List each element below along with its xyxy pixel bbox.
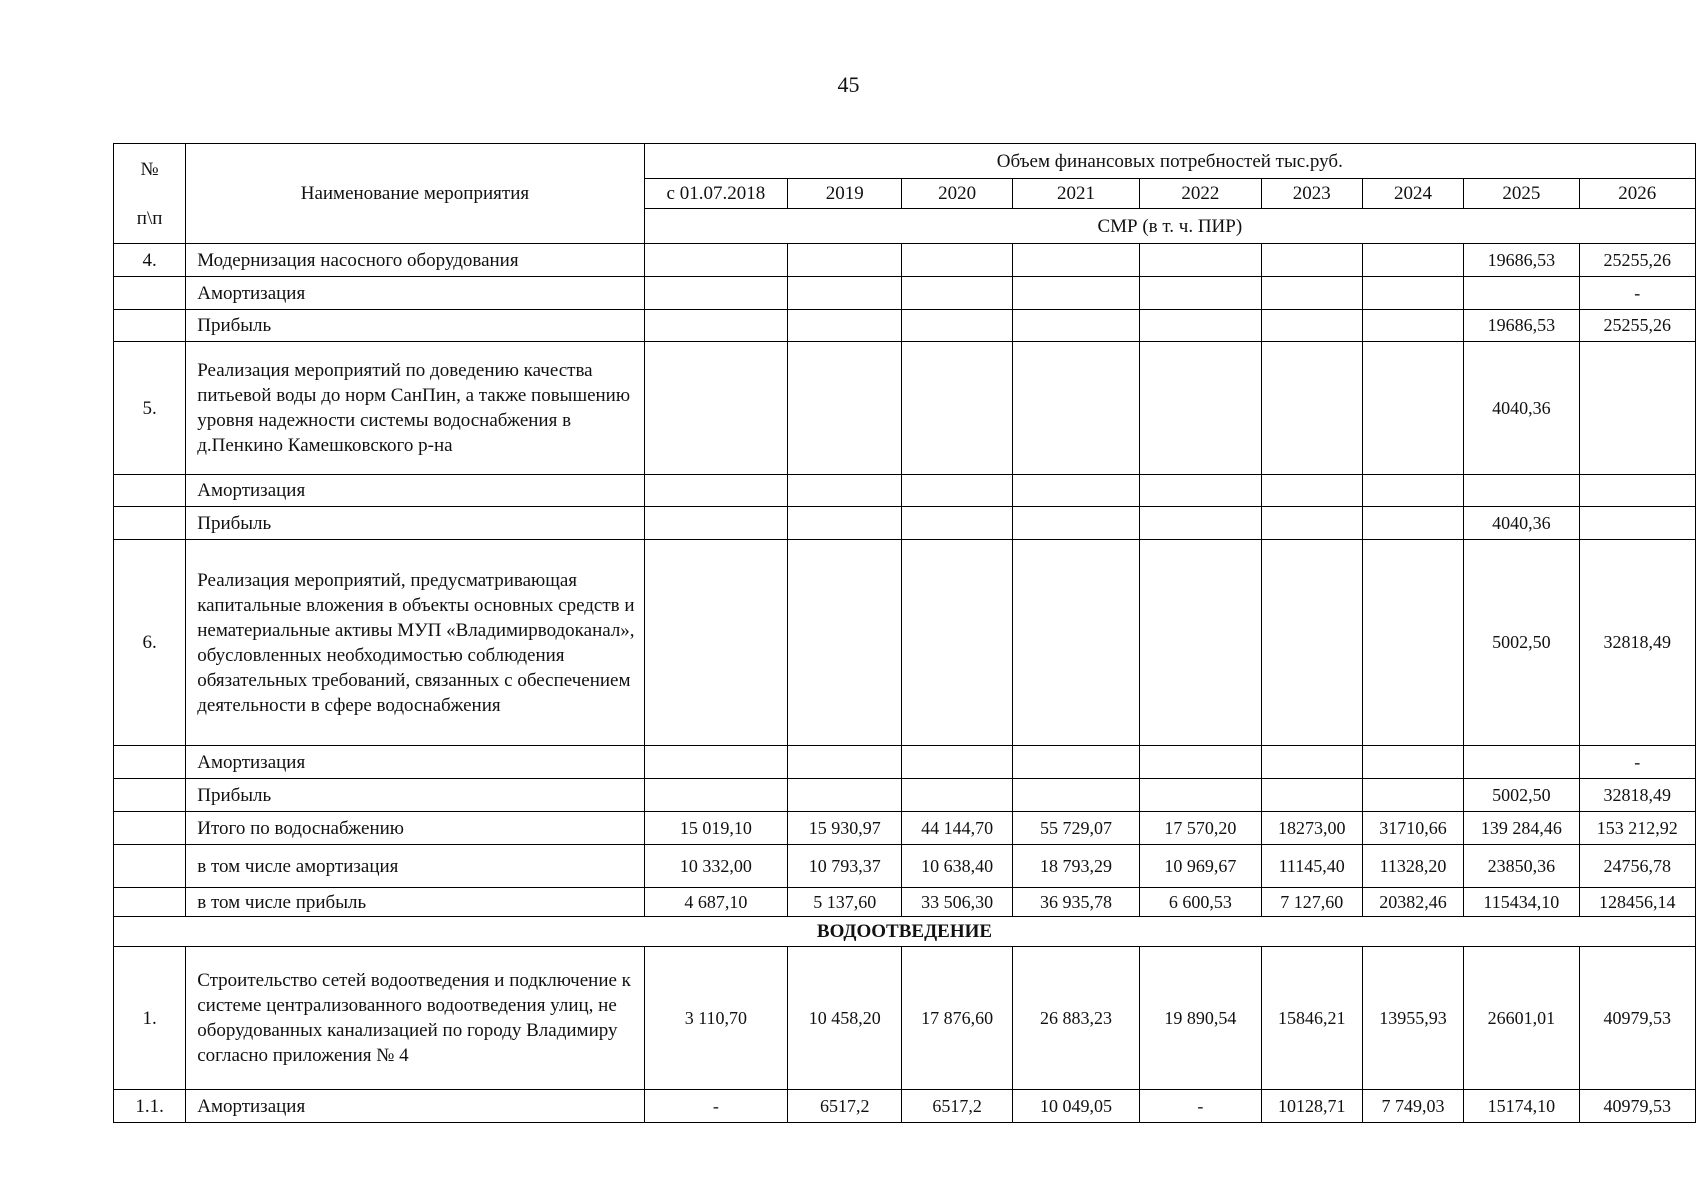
year-header: 2023	[1261, 179, 1362, 209]
measure-name: Модернизация насосного оборудования	[186, 244, 644, 277]
col-number-line1: №	[140, 158, 159, 180]
row-number: 6.	[114, 540, 186, 746]
value-cell	[1261, 475, 1362, 507]
value-cell: 11145,40	[1261, 845, 1362, 888]
value-cell	[1012, 779, 1139, 812]
value-cell	[1012, 310, 1139, 342]
value-cell	[1012, 507, 1139, 540]
value-cell	[644, 507, 787, 540]
measure-name: Прибыль	[186, 779, 644, 812]
table-row	[114, 779, 1696, 812]
year-header: 2020	[902, 179, 1012, 209]
value-cell	[644, 244, 787, 277]
value-cell: 4040,36	[1464, 507, 1579, 540]
value-cell	[902, 342, 1012, 475]
value-cell	[1140, 507, 1261, 540]
table-row	[114, 507, 1696, 540]
value-cell: -	[1579, 746, 1695, 779]
row-number	[114, 475, 186, 507]
table-row	[114, 888, 1696, 917]
value-cell	[788, 277, 902, 310]
table-row	[114, 310, 1696, 342]
value-cell: 44 144,70	[902, 812, 1012, 845]
value-cell: 25255,26	[1579, 244, 1695, 277]
year-header: 2021	[1012, 179, 1139, 209]
value-cell	[788, 310, 902, 342]
value-cell: 17 570,20	[1140, 812, 1261, 845]
value-cell: 15 019,10	[644, 812, 787, 845]
measure-name: в том числе амортизация	[186, 845, 644, 888]
value-cell: 32818,49	[1579, 779, 1695, 812]
value-cell	[902, 507, 1012, 540]
smr-subheader: СМР (в т. ч. ПИР)	[644, 209, 1695, 244]
value-cell	[788, 779, 902, 812]
measure-name: Реализация мероприятий, предусматривающая капитальные вложения в объекты основных средств и нематериальные активы МУП «Владимирводоканал», обусловленных необходимостью соблюдения обязательных требований, связанных с обеспечением деятельности в сфере водоснабжения	[186, 540, 644, 746]
value-cell	[1261, 746, 1362, 779]
row-number: 1.	[114, 947, 186, 1090]
header-row-1	[114, 144, 1696, 179]
value-cell	[1140, 540, 1261, 746]
value-cell	[788, 746, 902, 779]
value-cell: 10 638,40	[902, 845, 1012, 888]
value-cell: 10128,71	[1261, 1090, 1362, 1123]
row-number	[114, 746, 186, 779]
row-number	[114, 779, 186, 812]
row-number	[114, 845, 186, 888]
value-cell	[1012, 540, 1139, 746]
value-cell	[1362, 779, 1463, 812]
value-cell	[1362, 540, 1463, 746]
value-cell	[788, 540, 902, 746]
value-cell: 10 049,05	[1012, 1090, 1139, 1123]
value-cell	[1012, 277, 1139, 310]
table-row	[114, 540, 1696, 746]
year-header: 2019	[788, 179, 902, 209]
value-cell: 6 600,53	[1140, 888, 1261, 917]
value-cell: -	[1140, 1090, 1261, 1123]
value-cell: 153 212,92	[1579, 812, 1695, 845]
value-cell	[1362, 475, 1463, 507]
page-number: 45	[837, 72, 860, 97]
value-cell: 55 729,07	[1012, 812, 1139, 845]
value-cell: 18273,00	[1261, 812, 1362, 845]
table-row	[114, 475, 1696, 507]
value-cell: 11328,20	[1362, 845, 1463, 888]
col-name-header: Наименование мероприятия	[186, 144, 644, 244]
value-cell	[1012, 746, 1139, 779]
table-row	[114, 845, 1696, 888]
value-cell	[644, 746, 787, 779]
value-cell: 40979,53	[1579, 1090, 1695, 1123]
value-cell: 7 749,03	[1362, 1090, 1463, 1123]
value-cell: 5 137,60	[788, 888, 902, 917]
value-cell	[1261, 342, 1362, 475]
value-cell: 17 876,60	[902, 947, 1012, 1090]
value-cell: 20382,46	[1362, 888, 1463, 917]
value-cell	[644, 277, 787, 310]
value-cell: 40979,53	[1579, 947, 1695, 1090]
measure-name: Прибыль	[186, 507, 644, 540]
value-cell	[1261, 244, 1362, 277]
value-cell	[1362, 244, 1463, 277]
value-cell	[644, 310, 787, 342]
col-number-line2: п\п	[136, 207, 163, 229]
value-cell	[1579, 342, 1695, 475]
measure-name: Реализация мероприятий по доведению качества питьевой воды до норм СанПин, а также повышению уровня надежности системы водоснабжения в д.Пенкино Камешковского р-на	[186, 342, 644, 475]
year-header: 2022	[1140, 179, 1261, 209]
value-cell	[1362, 507, 1463, 540]
row-number	[114, 310, 186, 342]
value-cell	[1362, 310, 1463, 342]
year-header: 2024	[1362, 179, 1463, 209]
value-cell: 25255,26	[1579, 310, 1695, 342]
financial-needs-table	[113, 143, 1696, 1123]
value-cell: 15174,10	[1464, 1090, 1579, 1123]
value-cell	[1579, 507, 1695, 540]
value-cell: 139 284,46	[1464, 812, 1579, 845]
value-cell: 5002,50	[1464, 779, 1579, 812]
table-row	[114, 244, 1696, 277]
table-row	[114, 277, 1696, 310]
value-cell: 32818,49	[1579, 540, 1695, 746]
value-cell	[1140, 746, 1261, 779]
value-cell	[644, 779, 787, 812]
value-cell	[1261, 779, 1362, 812]
value-cell	[1012, 475, 1139, 507]
table-row	[114, 342, 1696, 475]
value-cell	[1464, 746, 1579, 779]
value-cell	[902, 746, 1012, 779]
value-cell	[902, 779, 1012, 812]
value-cell: 10 332,00	[644, 845, 787, 888]
value-cell: 3 110,70	[644, 947, 787, 1090]
value-cell	[902, 475, 1012, 507]
value-cell	[1261, 507, 1362, 540]
value-cell: 4 687,10	[644, 888, 787, 917]
section-row	[114, 917, 1696, 947]
value-cell	[788, 342, 902, 475]
value-cell: 115434,10	[1464, 888, 1579, 917]
value-cell: 15846,21	[1261, 947, 1362, 1090]
value-cell	[788, 507, 902, 540]
value-cell: 19686,53	[1464, 244, 1579, 277]
row-number: 1.1.	[114, 1090, 186, 1123]
value-cell	[902, 310, 1012, 342]
value-cell	[902, 244, 1012, 277]
year-header: 2026	[1579, 179, 1695, 209]
row-number: 5.	[114, 342, 186, 475]
row-number: 4.	[114, 244, 186, 277]
value-cell: 18 793,29	[1012, 845, 1139, 888]
value-cell: 19 890,54	[1140, 947, 1261, 1090]
value-cell: -	[1579, 277, 1695, 310]
value-cell	[644, 540, 787, 746]
value-cell: 13955,93	[1362, 947, 1463, 1090]
measure-name: Амортизация	[186, 475, 644, 507]
value-cell	[1362, 277, 1463, 310]
value-cell	[1140, 310, 1261, 342]
measure-name: в том числе прибыль	[186, 888, 644, 917]
value-cell	[788, 244, 902, 277]
table-row	[114, 947, 1696, 1090]
col-number-header	[114, 144, 186, 244]
value-cell: 31710,66	[1362, 812, 1463, 845]
section-title: ВОДООТВЕДЕНИЕ	[114, 917, 1696, 947]
value-cell	[1464, 475, 1579, 507]
value-cell	[1464, 277, 1579, 310]
value-cell	[1140, 244, 1261, 277]
year-header: 2025	[1464, 179, 1579, 209]
financial-volume-header: Объем финансовых потребностей тыс.руб.	[644, 144, 1695, 179]
table-row	[114, 1090, 1696, 1123]
value-cell: 23850,36	[1464, 845, 1579, 888]
value-cell	[788, 475, 902, 507]
measure-name: Строительство сетей водоотведения и подключение к системе централизованного водоотведения улиц, не оборудованных канализацией по городу Владимиру согласно приложения № 4	[186, 947, 644, 1090]
value-cell	[1140, 342, 1261, 475]
value-cell: 7 127,60	[1261, 888, 1362, 917]
table-row	[114, 746, 1696, 779]
measure-name: Амортизация	[186, 746, 644, 779]
value-cell	[1140, 779, 1261, 812]
value-cell: 5002,50	[1464, 540, 1579, 746]
year-header: с 01.07.2018	[644, 179, 787, 209]
value-cell	[644, 342, 787, 475]
value-cell	[1579, 475, 1695, 507]
value-cell	[644, 475, 787, 507]
value-cell: 10 793,37	[788, 845, 902, 888]
value-cell: 33 506,30	[902, 888, 1012, 917]
value-cell: 36 935,78	[1012, 888, 1139, 917]
value-cell: 24756,78	[1579, 845, 1695, 888]
measure-name: Итого по водоснабжению	[186, 812, 644, 845]
row-number	[114, 507, 186, 540]
value-cell: 6517,2	[788, 1090, 902, 1123]
value-cell: 4040,36	[1464, 342, 1579, 475]
value-cell	[1012, 244, 1139, 277]
value-cell	[902, 277, 1012, 310]
value-cell: 10 458,20	[788, 947, 902, 1090]
value-cell	[1362, 342, 1463, 475]
value-cell: 128456,14	[1579, 888, 1695, 917]
measure-name: Прибыль	[186, 310, 644, 342]
value-cell	[1140, 277, 1261, 310]
value-cell	[1261, 540, 1362, 746]
value-cell	[1140, 475, 1261, 507]
value-cell: 19686,53	[1464, 310, 1579, 342]
measure-name: Амортизация	[186, 1090, 644, 1123]
value-cell: 26601,01	[1464, 947, 1579, 1090]
value-cell: 6517,2	[902, 1090, 1012, 1123]
value-cell: 26 883,23	[1012, 947, 1139, 1090]
row-number	[114, 888, 186, 917]
value-cell: 15 930,97	[788, 812, 902, 845]
table-row	[114, 812, 1696, 845]
value-cell	[1261, 310, 1362, 342]
measure-name: Амортизация	[186, 277, 644, 310]
value-cell: 10 969,67	[1140, 845, 1261, 888]
value-cell	[1261, 277, 1362, 310]
value-cell	[902, 540, 1012, 746]
row-number	[114, 277, 186, 310]
value-cell: -	[644, 1090, 787, 1123]
row-number	[114, 812, 186, 845]
value-cell	[1012, 342, 1139, 475]
value-cell	[1362, 746, 1463, 779]
